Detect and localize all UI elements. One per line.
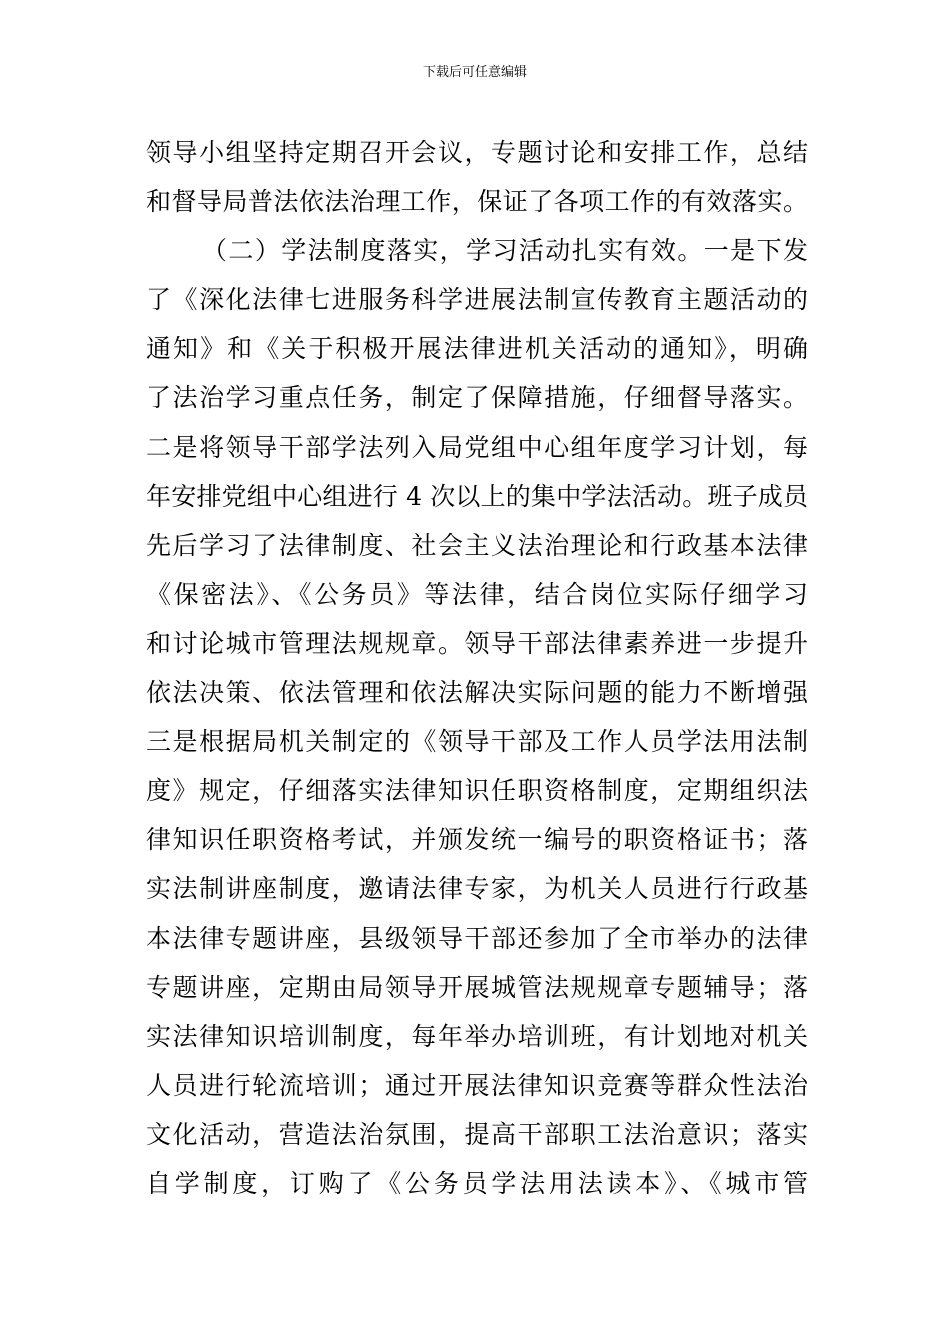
body-line: 专题讲座，定期由局领导开展城管法规规章专题辅导；落 (146, 972, 808, 1002)
body-line: 依法决策、依法管理和依法解决实际问题的能力不断增强 (146, 678, 808, 708)
body-line: 人员进行轮流培训；通过开展法律知识竞赛等群众性法治 (146, 1070, 808, 1100)
body-line: 三是根据局机关制定的《领导干部及工作人员学法用法制 (146, 727, 808, 757)
body-line: 自学制度，订购了《公务员学法用法读本》、《城市管 (146, 1168, 808, 1198)
body-line: 和讨论城市管理法规规章。领导干部法律素养进一步提升 (146, 628, 808, 658)
document-body (146, 128, 808, 1208)
body-line: 年安排党组中心组进行 4 次以上的集中学法活动。班子成员 (146, 481, 808, 511)
body-line: 了《深化法律七进服务科学进展法制宣传教育主题活动的 (146, 285, 808, 315)
body-line: 度》规定，仔细落实法律知识任职资格制度，定期组织法 (146, 776, 808, 806)
body-line: 领导小组坚持定期召开会议，专题讨论和安排工作，总结 (146, 138, 808, 167)
body-line: 实法制讲座制度，邀请法律专家，为机关人员进行行政基 (146, 874, 808, 904)
body-line: （二）学法制度落实，学习活动扎实有效。一是下发 (202, 236, 808, 266)
body-line: 实法律知识培训制度，每年举办培训班，有计划地对机关 (146, 1021, 808, 1051)
body-line: 文化活动，营造法治氛围，提高干部职工法治意识；落实 (146, 1119, 808, 1149)
body-line: 本法律专题讲座，县级领导干部还参加了全市举办的法律 (146, 923, 808, 953)
body-line: 和督导局普法依法治理工作，保证了各项工作的有效落实。 (146, 187, 808, 217)
body-line: 律知识任职资格考试，并颁发统一编号的职资格证书；落 (146, 825, 808, 855)
page-header: 下载后可任意编辑 (422, 65, 527, 80)
body-line: 了法治学习重点任务，制定了保障措施，仔细督导落实。 (146, 383, 808, 413)
body-line: 二是将领导干部学法列入局党组中心组年度学习计划，每 (146, 432, 808, 462)
body-line: 先后学习了法律制度、社会主义法治理论和行政基本法律 (146, 530, 808, 560)
body-line: 《保密法》、《公务员》等法律，结合岗位实际仔细学习 (146, 579, 808, 609)
body-line: 通知》和《关于积极开展法律进机关活动的通知》，明确 (146, 334, 808, 364)
